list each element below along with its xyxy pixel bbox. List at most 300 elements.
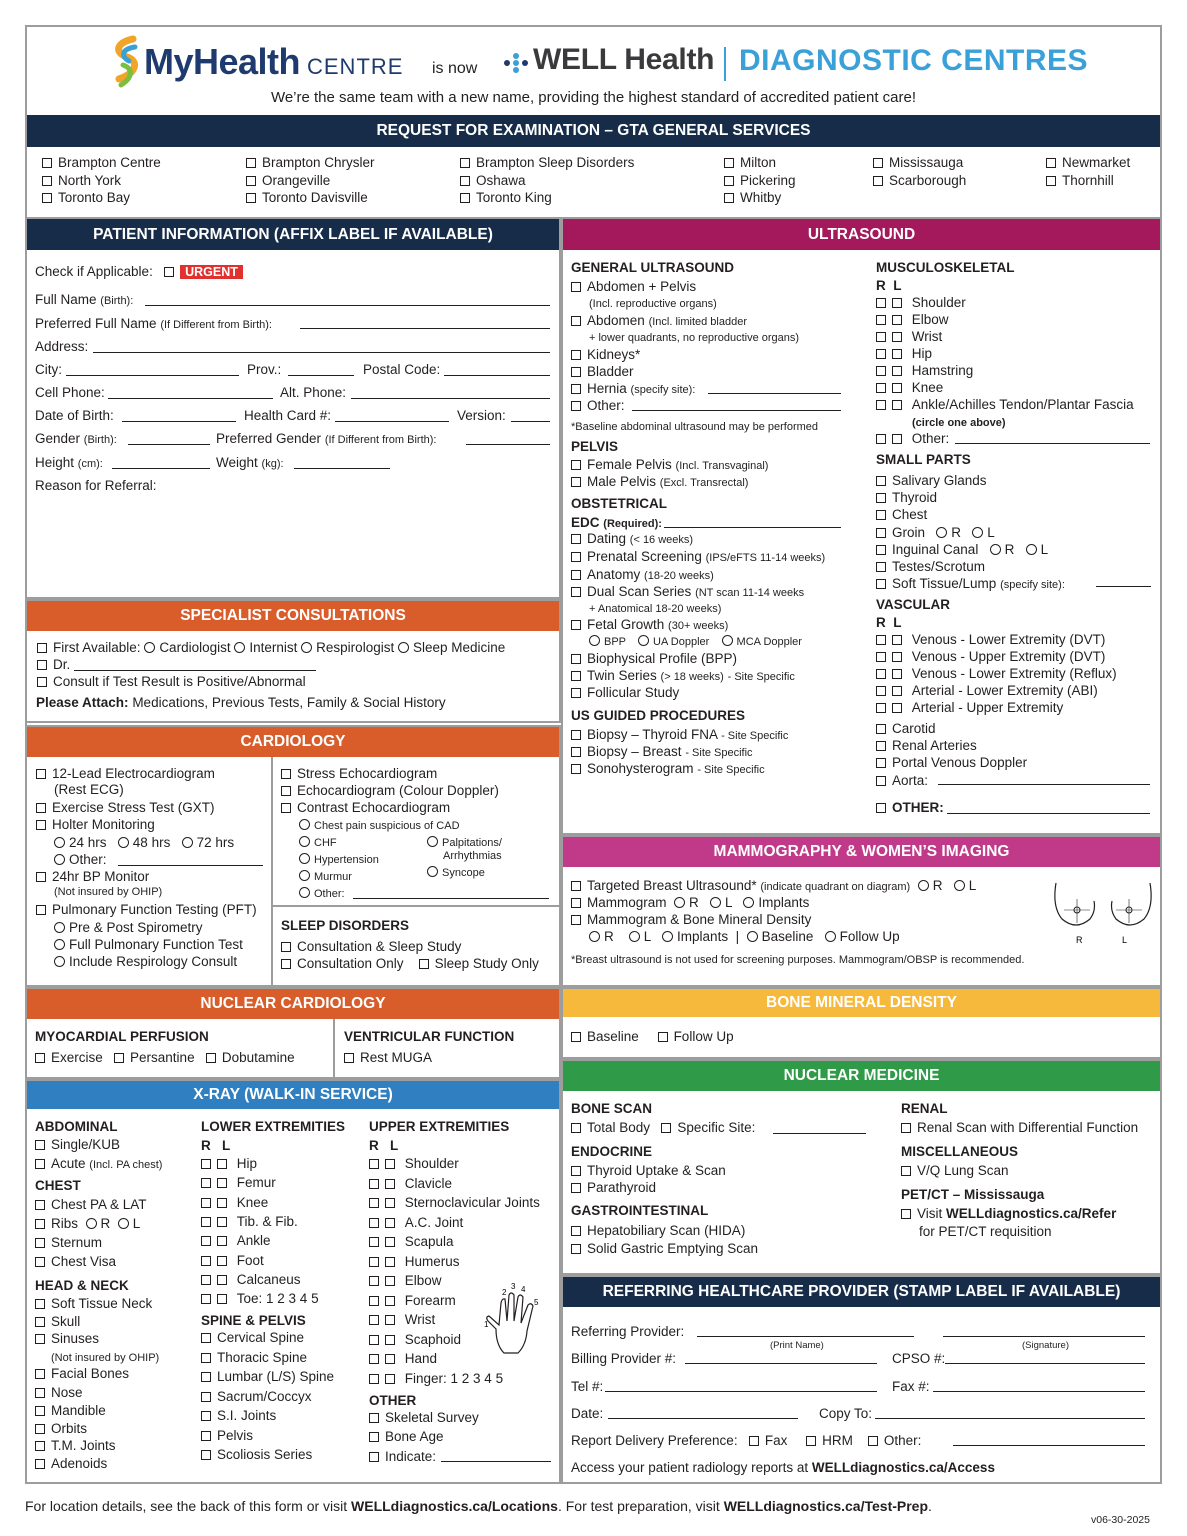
msk-shoulder-l-checkbox[interactable] bbox=[892, 298, 902, 308]
health-card-field[interactable] bbox=[335, 421, 449, 422]
loc-whitby-checkbox[interactable] bbox=[724, 193, 734, 203]
sp-sacrum-coccyx-checkbox[interactable] bbox=[201, 1392, 211, 1402]
sp3-l-radio[interactable] bbox=[972, 527, 983, 538]
us-dating-checkbox[interactable] bbox=[571, 534, 581, 544]
ux-finger-1-2-3-4-5-r-checkbox[interactable] bbox=[369, 1374, 379, 1384]
xray-upper-item bbox=[369, 1194, 540, 1211]
cell-field[interactable] bbox=[108, 398, 273, 399]
va-arterial-upper-extremity-l-checkbox[interactable] bbox=[892, 703, 902, 713]
xo-indicate-checkbox[interactable] bbox=[369, 1452, 379, 1462]
loc-toronto-king-checkbox[interactable] bbox=[460, 193, 470, 203]
mam-r-radio[interactable] bbox=[674, 897, 685, 908]
va2-portal-venous-doppler-checkbox[interactable] bbox=[876, 758, 886, 768]
pgender-field[interactable] bbox=[466, 444, 550, 445]
us-prenatal-label: Prenatal Screening bbox=[587, 549, 702, 564]
ux-clavicle-r-checkbox[interactable] bbox=[369, 1179, 379, 1189]
xray-lower-item bbox=[201, 1155, 257, 1172]
va-venous-upper-extremity-dvt-l-checkbox[interactable] bbox=[892, 652, 902, 662]
xr-sternum-checkbox[interactable] bbox=[35, 1238, 45, 1248]
hida-checkbox[interactable] bbox=[571, 1226, 581, 1236]
weight-field[interactable] bbox=[294, 468, 390, 469]
msk-knee-l-checkbox[interactable] bbox=[892, 383, 902, 393]
sp-lumbar-l-s-spine-checkbox[interactable] bbox=[201, 1372, 211, 1382]
full-name-field[interactable] bbox=[145, 305, 550, 306]
va-venous-lower-extremity-reflux-r-checkbox[interactable] bbox=[876, 669, 886, 679]
test-prep-link[interactable]: WELLdiagnostics.ca/Test-Prep bbox=[723, 1498, 929, 1514]
ribs-l-radio[interactable] bbox=[118, 1218, 129, 1229]
gastric-emptying-checkbox[interactable] bbox=[571, 1244, 581, 1254]
pgender-label: Preferred Gender bbox=[216, 431, 322, 446]
lx-ankle-l-checkbox[interactable] bbox=[217, 1236, 227, 1246]
full-pft-radio[interactable] bbox=[54, 939, 65, 950]
deliver-other-field[interactable] bbox=[953, 1445, 1145, 1446]
sp-s-i-joints-checkbox[interactable] bbox=[201, 1411, 211, 1421]
gen-us-text: GENERAL ULTRASOUND bbox=[571, 260, 735, 275]
ux-forearm-r-checkbox[interactable] bbox=[369, 1296, 379, 1306]
contrast-other-label: Other: bbox=[314, 888, 345, 900]
sp-thoracic-spine-checkbox[interactable] bbox=[201, 1353, 211, 1363]
msk-wrist-r-checkbox[interactable] bbox=[876, 332, 886, 342]
ux-wrist-l-checkbox[interactable] bbox=[385, 1315, 395, 1325]
ux-shoulder-r-checkbox[interactable] bbox=[369, 1159, 379, 1169]
ux-scapula-r-checkbox[interactable] bbox=[369, 1237, 379, 1247]
msk-oth-r-checkbox[interactable] bbox=[876, 434, 886, 444]
va-venous-upper-extremity-dvt-r-checkbox[interactable] bbox=[876, 652, 886, 662]
deliver-other-checkbox[interactable] bbox=[868, 1436, 878, 1446]
lx-femur-r-checkbox[interactable] bbox=[201, 1178, 211, 1188]
chf-radio[interactable] bbox=[299, 836, 310, 847]
lx-tib-fib-l-checkbox[interactable] bbox=[217, 1217, 227, 1227]
us-ap-checkbox[interactable] bbox=[571, 282, 581, 292]
us-bt-checkbox[interactable] bbox=[571, 730, 581, 740]
thyroid-uptake-label: Thyroid Uptake & Scan bbox=[587, 1163, 726, 1178]
xr-chest-visa-checkbox[interactable] bbox=[35, 1257, 45, 1267]
fax-field[interactable] bbox=[933, 1391, 1145, 1392]
resp-consult-radio[interactable] bbox=[54, 956, 65, 967]
sp-soft-tissue-lump-checkbox[interactable] bbox=[876, 579, 886, 589]
dobutamine-checkbox[interactable] bbox=[206, 1053, 216, 1063]
abd-heading-text: ABDOMINAL bbox=[35, 1119, 118, 1134]
ux-clavicle-l-checkbox[interactable] bbox=[385, 1179, 395, 1189]
loc-toronto-davisville-checkbox[interactable] bbox=[246, 193, 256, 203]
ux-sternoclavicular-joints-l-checkbox[interactable] bbox=[385, 1198, 395, 1208]
us-fetal-checkbox[interactable] bbox=[571, 620, 581, 630]
xr-t-m-joints-label: T.M. Joints bbox=[51, 1438, 116, 1453]
lx-hip-l-checkbox[interactable] bbox=[217, 1159, 227, 1169]
billing-field[interactable] bbox=[685, 1363, 877, 1364]
msk-knee-label: Knee bbox=[911, 380, 944, 395]
chf-label: CHF bbox=[314, 837, 337, 849]
consult-positive-checkbox[interactable] bbox=[37, 677, 47, 687]
msk-hip-r-checkbox[interactable] bbox=[876, 349, 886, 359]
loc-pickering-checkbox[interactable] bbox=[724, 176, 734, 186]
xr-acute-checkbox[interactable] bbox=[35, 1159, 45, 1169]
xr-orbits-checkbox[interactable] bbox=[35, 1424, 45, 1434]
copy-to-field[interactable] bbox=[875, 1418, 1145, 1419]
loc-orangeville-checkbox[interactable] bbox=[246, 176, 256, 186]
us-prenatal-checkbox[interactable] bbox=[571, 552, 581, 562]
xray-chest-item bbox=[35, 1234, 102, 1251]
us-bio-checkbox[interactable] bbox=[571, 654, 581, 664]
stress-echo-checkbox[interactable] bbox=[281, 769, 291, 779]
specific-site-checkbox[interactable] bbox=[661, 1123, 671, 1133]
murmur-radio[interactable] bbox=[299, 870, 310, 881]
gxt-checkbox[interactable] bbox=[36, 803, 46, 813]
sp-pelvis-label: Pelvis bbox=[217, 1427, 254, 1443]
lx-toe-1-2-3-4-5-r-checkbox[interactable] bbox=[201, 1294, 211, 1304]
va-arterial-upper-extremity-r-checkbox[interactable] bbox=[876, 703, 886, 713]
sleep-medicine-radio[interactable] bbox=[398, 642, 409, 653]
vq-scan-checkbox[interactable] bbox=[901, 1166, 911, 1176]
us-oth-checkbox[interactable] bbox=[571, 401, 581, 411]
us-other-bottom-field[interactable] bbox=[947, 813, 1150, 814]
sp-chest-checkbox[interactable] bbox=[876, 510, 886, 520]
lx-hip-r-checkbox[interactable] bbox=[201, 1159, 211, 1169]
hypertension-radio[interactable] bbox=[299, 853, 310, 864]
contrast-other-radio[interactable] bbox=[299, 887, 310, 898]
ux-forearm-l-checkbox[interactable] bbox=[385, 1296, 395, 1306]
acute-note: (Incl. PA chest) bbox=[89, 1159, 163, 1171]
msk-wrist-l-checkbox[interactable] bbox=[892, 332, 902, 342]
msk-elbow-r-checkbox[interactable] bbox=[876, 315, 886, 325]
parathyroid-checkbox[interactable] bbox=[571, 1183, 581, 1193]
ux-scapula-l-checkbox[interactable] bbox=[385, 1237, 395, 1247]
urgent-checkbox[interactable] bbox=[164, 267, 174, 277]
prov-field[interactable] bbox=[288, 375, 354, 376]
sp-testes-scrotum-checkbox[interactable] bbox=[876, 562, 886, 572]
mam-l-radio[interactable] bbox=[710, 897, 721, 908]
lx-calcaneus-l-checkbox[interactable] bbox=[217, 1275, 227, 1285]
ecg-checkbox[interactable] bbox=[36, 769, 46, 779]
abd-note2-text: + lower quadrants, no reproductive organs) bbox=[589, 332, 800, 344]
sp3-r-radio[interactable] bbox=[936, 527, 947, 538]
us-other-field[interactable] bbox=[632, 410, 841, 411]
lx-calcaneus-r-checkbox[interactable] bbox=[201, 1275, 211, 1285]
us-blad-checkbox[interactable] bbox=[571, 367, 581, 377]
xr-adenoids-checkbox[interactable] bbox=[35, 1459, 45, 1469]
xr-ribs-checkbox[interactable] bbox=[35, 1219, 45, 1229]
mbmd-r-radio[interactable] bbox=[589, 931, 600, 942]
lx-ankle-r-checkbox[interactable] bbox=[201, 1236, 211, 1246]
loc-brampton-chrysler-checkbox[interactable] bbox=[246, 158, 256, 168]
dob-field[interactable] bbox=[122, 421, 236, 422]
us-twin-checkbox[interactable] bbox=[571, 671, 581, 681]
bp-monitor-checkbox[interactable] bbox=[36, 872, 46, 882]
palpitations-radio[interactable] bbox=[427, 836, 438, 847]
msk-heading bbox=[876, 259, 1015, 276]
msk-hamstring-label: Hamstring bbox=[911, 363, 974, 378]
us-anat-checkbox[interactable] bbox=[571, 570, 581, 580]
ux-a-c-joint-l-checkbox[interactable] bbox=[385, 1218, 395, 1228]
svg-text:L: L bbox=[1122, 935, 1128, 945]
persantine-checkbox[interactable] bbox=[114, 1053, 124, 1063]
svg-text:2: 2 bbox=[502, 1288, 507, 1297]
va2-aorta-checkbox[interactable] bbox=[876, 776, 886, 786]
loc-oshawa-checkbox[interactable] bbox=[460, 176, 470, 186]
loc-brampton-sleep-disorders-checkbox[interactable] bbox=[460, 158, 470, 168]
pft-label: Pulmonary Function Testing (PFT) bbox=[52, 902, 257, 917]
holter-72-radio[interactable] bbox=[182, 837, 193, 848]
sp-groin-checkbox[interactable] bbox=[876, 528, 886, 538]
indicate-field[interactable] bbox=[441, 1461, 551, 1462]
location-option bbox=[246, 154, 375, 171]
mbmd-baseline-label: Baseline bbox=[761, 929, 814, 944]
postal-field[interactable] bbox=[444, 375, 550, 376]
xray-hn-item bbox=[35, 1455, 107, 1472]
xray-lower-item bbox=[201, 1232, 271, 1249]
syncope-radio[interactable] bbox=[427, 866, 438, 877]
bmd-baseline-checkbox[interactable] bbox=[571, 1032, 581, 1042]
ux-finger-1-2-3-4-5-l-checkbox[interactable] bbox=[385, 1374, 395, 1384]
ux-hand-r-checkbox[interactable] bbox=[369, 1354, 379, 1364]
xr-facial-bones-checkbox[interactable] bbox=[35, 1369, 45, 1379]
xray-spine-item bbox=[201, 1368, 334, 1385]
va-venous-lower-extremity-reflux-l-checkbox[interactable] bbox=[892, 669, 902, 679]
lx-toe-1-2-3-4-5-l-checkbox[interactable] bbox=[217, 1294, 227, 1304]
tbu-r-radio[interactable] bbox=[918, 880, 929, 891]
mbmd-r-label: R bbox=[604, 929, 614, 944]
xray-upper-item bbox=[369, 1292, 456, 1309]
va-venous-upper-extremity-dvt-label: Venous - Upper Extremity (DVT) bbox=[911, 649, 1106, 664]
echo-checkbox[interactable] bbox=[281, 786, 291, 796]
us-dual-checkbox[interactable] bbox=[571, 587, 581, 597]
va-arterial-lower-extremity-abi-r-checkbox[interactable] bbox=[876, 686, 886, 696]
ux-shoulder-label: Shoulder bbox=[404, 1156, 459, 1171]
deliver-fax-checkbox[interactable] bbox=[749, 1436, 759, 1446]
lx-tib-fib-r-checkbox[interactable] bbox=[201, 1217, 211, 1227]
location-option bbox=[724, 154, 776, 171]
loc-scarborough-checkbox[interactable] bbox=[873, 176, 883, 186]
ux-humerus-l-checkbox[interactable] bbox=[385, 1257, 395, 1267]
mam-implants-radio[interactable] bbox=[743, 897, 754, 908]
va2-carotid-checkbox[interactable] bbox=[876, 724, 886, 734]
sleep-only-checkbox[interactable] bbox=[419, 959, 429, 969]
loc-toronto-bay-checkbox[interactable] bbox=[42, 193, 52, 203]
circle-note-text: (circle one above) bbox=[912, 417, 1006, 429]
address-field[interactable] bbox=[93, 352, 550, 353]
sp4-r-radio[interactable] bbox=[990, 544, 1001, 555]
us-mp-checkbox[interactable] bbox=[571, 477, 581, 487]
holter-48-radio[interactable] bbox=[118, 837, 129, 848]
tbu-l-radio[interactable] bbox=[954, 880, 965, 891]
delivery-label: Report Delivery Preference: bbox=[571, 1433, 738, 1448]
total-body-checkbox[interactable] bbox=[571, 1123, 581, 1133]
msk-oth-l-checkbox[interactable] bbox=[892, 434, 902, 444]
mca-radio[interactable] bbox=[722, 635, 733, 646]
bmd-followup-checkbox[interactable] bbox=[658, 1032, 668, 1042]
ux-wrist-label: Wrist bbox=[404, 1312, 436, 1327]
ux-scaphoid-r-checkbox[interactable] bbox=[369, 1335, 379, 1345]
msk-other-field[interactable] bbox=[955, 443, 1150, 444]
msk-hip-l-checkbox[interactable] bbox=[892, 349, 902, 359]
sp-scoliosis-series-checkbox[interactable] bbox=[201, 1450, 211, 1460]
us-foll-checkbox[interactable] bbox=[571, 688, 581, 698]
mbmd-followup-radio[interactable] bbox=[825, 931, 836, 942]
mca-label: MCA Doppler bbox=[736, 636, 802, 648]
sp-salivary-glands-checkbox[interactable] bbox=[876, 476, 886, 486]
us-kid-checkbox[interactable] bbox=[571, 350, 581, 360]
access-link[interactable]: WELLdiagnostics.ca/Access bbox=[811, 1460, 995, 1475]
vasc-r: R bbox=[876, 615, 886, 630]
lx-foot-l-checkbox[interactable] bbox=[217, 1256, 227, 1266]
spirometry-radio[interactable] bbox=[54, 922, 65, 933]
holter-24-radio[interactable] bbox=[54, 837, 65, 848]
va2-renal-arteries-checkbox[interactable] bbox=[876, 741, 886, 751]
sp-pelvis-checkbox[interactable] bbox=[201, 1431, 211, 1441]
pet-visit-checkbox[interactable] bbox=[901, 1209, 911, 1219]
specific-site-field[interactable] bbox=[773, 1133, 866, 1134]
msk-hamstring-r-checkbox[interactable] bbox=[876, 366, 886, 376]
xr-chest-pa-lat-checkbox[interactable] bbox=[35, 1200, 45, 1210]
xr-skull-checkbox[interactable] bbox=[35, 1317, 45, 1327]
ux-wrist-r-checkbox[interactable] bbox=[369, 1315, 379, 1325]
lx-knee-r-checkbox[interactable] bbox=[201, 1198, 211, 1208]
cardiologist-radio[interactable] bbox=[144, 642, 155, 653]
xr-nose-checkbox[interactable] bbox=[35, 1388, 45, 1398]
sp-scoliosis-series-label: Scoliosis Series bbox=[217, 1447, 313, 1462]
mammogram-checkbox[interactable] bbox=[571, 898, 581, 908]
height-field[interactable] bbox=[112, 468, 210, 469]
us-sono-checkbox[interactable] bbox=[571, 764, 581, 774]
lx-femur-l-checkbox[interactable] bbox=[217, 1178, 227, 1188]
gender-field[interactable] bbox=[128, 444, 210, 445]
respirologist-label: Respirologist bbox=[316, 640, 395, 655]
xr-soft-tissue-neck-checkbox[interactable] bbox=[35, 1299, 45, 1309]
ux-elbow-l-checkbox[interactable] bbox=[385, 1276, 395, 1286]
mbmd-baseline-radio[interactable] bbox=[747, 931, 758, 942]
msk-shoulder-r-checkbox[interactable] bbox=[876, 298, 886, 308]
msk-r: R bbox=[876, 278, 886, 293]
holter-other-field[interactable] bbox=[118, 865, 263, 866]
loc-milton-checkbox[interactable] bbox=[724, 158, 734, 168]
mam-bmd-checkbox[interactable] bbox=[571, 915, 581, 925]
locations-link[interactable]: WELLdiagnostics.ca/Locations bbox=[351, 1498, 558, 1514]
sp-thyroid-checkbox[interactable] bbox=[876, 493, 886, 503]
alt-phone-field[interactable] bbox=[351, 398, 550, 399]
tel-field[interactable] bbox=[605, 1391, 877, 1392]
pet-refer-link[interactable]: WELLdiagnostics.ca/Refer bbox=[946, 1206, 1117, 1221]
us-bb-checkbox[interactable] bbox=[571, 747, 581, 757]
msk-knee-r-checkbox[interactable] bbox=[876, 383, 886, 393]
ux-humerus-r-checkbox[interactable] bbox=[369, 1257, 379, 1267]
internist-radio[interactable] bbox=[234, 642, 245, 653]
loc-newmarket-checkbox[interactable] bbox=[1046, 158, 1056, 168]
dr-field[interactable] bbox=[74, 670, 316, 671]
pft-checkbox[interactable] bbox=[36, 905, 46, 915]
thyroid-uptake-checkbox[interactable] bbox=[571, 1166, 581, 1176]
us-other-b-label: OTHER: bbox=[892, 800, 944, 815]
ux-sternoclavicular-joints-r-checkbox[interactable] bbox=[369, 1198, 379, 1208]
consult-sleep-checkbox[interactable] bbox=[281, 942, 291, 952]
holter-other-radio[interactable] bbox=[54, 854, 65, 865]
us-other-b-checkbox[interactable] bbox=[876, 803, 886, 813]
edc-field[interactable] bbox=[664, 527, 841, 528]
ua-radio[interactable] bbox=[638, 635, 649, 646]
xr-skull-label: Skull bbox=[51, 1314, 81, 1329]
mbmd-implants-radio[interactable] bbox=[662, 931, 673, 942]
ux-hand-l-checkbox[interactable] bbox=[385, 1354, 395, 1364]
mbmd-l-radio[interactable] bbox=[629, 931, 640, 942]
gxt-label: Exercise Stress Test (GXT) bbox=[52, 800, 215, 815]
us-abd-checkbox[interactable] bbox=[571, 316, 581, 326]
loc-thornhill-checkbox[interactable] bbox=[1046, 176, 1056, 186]
hernia-site-field[interactable] bbox=[708, 393, 841, 394]
mammogram-label: Mammogram bbox=[587, 895, 667, 910]
ribs-r-radio[interactable] bbox=[86, 1218, 97, 1229]
msk-ankle-achilles-tendon-plantar-fascia-r-checkbox[interactable] bbox=[876, 400, 886, 410]
xo-bone-age-label: Bone Age bbox=[385, 1429, 444, 1445]
loc-brampton-centre-checkbox[interactable] bbox=[42, 158, 52, 168]
date-field[interactable] bbox=[608, 1418, 798, 1419]
tbu-checkbox[interactable] bbox=[571, 881, 581, 891]
loc-north-york-checkbox[interactable] bbox=[42, 176, 52, 186]
ux-a-c-joint-r-checkbox[interactable] bbox=[369, 1218, 379, 1228]
xray-lower-item bbox=[201, 1174, 276, 1191]
xr-t-m-joints-checkbox[interactable] bbox=[35, 1441, 45, 1451]
xo-skeletal-survey-checkbox[interactable] bbox=[369, 1413, 379, 1423]
bt-site: - Site Specific bbox=[721, 730, 789, 742]
va-venous-lower-extremity-dvt-r-checkbox[interactable] bbox=[876, 635, 886, 645]
contrast-other-field[interactable] bbox=[353, 898, 549, 899]
exercise-checkbox[interactable] bbox=[35, 1053, 45, 1063]
lx-knee-l-checkbox[interactable] bbox=[217, 1198, 227, 1208]
version-field[interactable] bbox=[511, 421, 550, 422]
contrast-echo-checkbox[interactable] bbox=[281, 803, 291, 813]
us-fp-checkbox[interactable] bbox=[571, 460, 581, 470]
sp-cervical-spine-checkbox[interactable] bbox=[201, 1333, 211, 1343]
soft-tissue-field[interactable] bbox=[1096, 586, 1151, 587]
lx-tib-fib-label: Tib. & Fib. bbox=[236, 1213, 298, 1229]
ux-elbow-r-checkbox[interactable] bbox=[369, 1276, 379, 1286]
ux-shoulder-l-checkbox[interactable] bbox=[385, 1159, 395, 1169]
msk-elbow-l-checkbox[interactable] bbox=[892, 315, 902, 325]
xo-bone-age-checkbox[interactable] bbox=[369, 1432, 379, 1442]
xr-sinuses-checkbox[interactable] bbox=[35, 1334, 45, 1344]
lx-foot-label: Foot bbox=[236, 1252, 264, 1268]
contrast-echo-label: Contrast Echocardiogram bbox=[297, 800, 451, 815]
va-venous-lower-extremity-dvt-l-checkbox[interactable] bbox=[892, 635, 902, 645]
deliver-hrm-checkbox[interactable] bbox=[806, 1436, 816, 1446]
sp-inguinal-canal-checkbox[interactable] bbox=[876, 545, 886, 555]
us-hern-checkbox[interactable] bbox=[571, 384, 581, 394]
xr-single-kub-checkbox[interactable] bbox=[35, 1140, 45, 1150]
aorta-field[interactable] bbox=[938, 784, 1150, 785]
loc-mississauga-checkbox[interactable] bbox=[873, 158, 883, 168]
muga-checkbox[interactable] bbox=[344, 1053, 354, 1063]
bpp-radio[interactable] bbox=[589, 635, 600, 646]
sp4-l-radio[interactable] bbox=[1026, 544, 1037, 555]
dr-checkbox[interactable] bbox=[37, 660, 47, 670]
first-available-checkbox[interactable] bbox=[37, 643, 47, 653]
holter-checkbox[interactable] bbox=[36, 820, 46, 830]
ux-scaphoid-l-checkbox[interactable] bbox=[385, 1335, 395, 1345]
consult-only-checkbox[interactable] bbox=[281, 959, 291, 969]
respirologist-radio[interactable] bbox=[301, 642, 312, 653]
chest-pain-radio[interactable] bbox=[299, 819, 310, 830]
preferred-name-field[interactable] bbox=[300, 328, 550, 329]
xr-mandible-checkbox[interactable] bbox=[35, 1406, 45, 1416]
renal-scan-checkbox[interactable] bbox=[901, 1123, 911, 1133]
city-field[interactable] bbox=[66, 375, 239, 376]
va-arterial-lower-extremity-abi-l-checkbox[interactable] bbox=[892, 686, 902, 696]
ux-finger-1-2-3-4-5-label: Finger: 1 2 3 4 5 bbox=[404, 1370, 504, 1386]
msk-ankle-achilles-tendon-plantar-fascia-l-checkbox[interactable] bbox=[892, 400, 902, 410]
msk-hamstring-l-checkbox[interactable] bbox=[892, 366, 902, 376]
rest-ecg-label: (Rest ECG) bbox=[54, 782, 124, 797]
lx-foot-r-checkbox[interactable] bbox=[201, 1256, 211, 1266]
va-venous-lower-extremity-reflux-label: Venous - Lower Extremity (Reflux) bbox=[911, 666, 1117, 681]
cpso-field[interactable] bbox=[945, 1363, 1145, 1364]
